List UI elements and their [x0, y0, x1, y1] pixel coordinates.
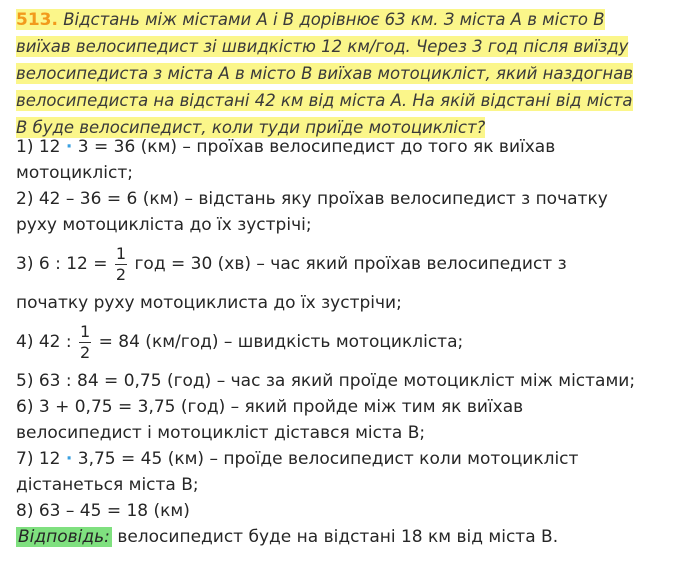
step-7-b: 3,75 = 45 (км) – проїде велосипедист коли мотоцикліст	[77, 449, 579, 469]
step-6-line-1	[16, 394, 691, 420]
step-6-b: велосипедист і мотоцикліст дістався міста В;	[16, 423, 426, 443]
problem-text-5: В буде велосипедист, коли туди приїде мотоцикліст?	[16, 118, 486, 137]
multiply-dot: ·	[65, 137, 73, 157]
fraction-denominator: 2	[80, 342, 91, 362]
step-8-line-1	[16, 498, 691, 524]
answer-line	[16, 524, 691, 550]
step-4-line-1	[16, 316, 691, 368]
step-1-b: 3 = 36 (км) – проїхав велосипедист до того як виїхав	[77, 137, 556, 157]
solution	[16, 134, 691, 550]
step-2-line-2	[16, 212, 691, 238]
step-4-a: 4) 42 :	[16, 332, 72, 352]
step-8-a: 8) 63 – 45 = 18 (км)	[16, 501, 190, 521]
step-7-a: 7) 12	[16, 449, 61, 469]
step-5-a: 5) 63 : 84 = 0,75 (год) – час за який проїде мотоцикліст між містами;	[16, 371, 636, 391]
problem-text-1: Відстань між містами А і В дорівнює 63 км. З міста А в місто В	[63, 10, 605, 29]
problem-text-2: виїхав велосипедист зі швидкістю 12 км/год. Через 3 год після виїзду	[16, 37, 629, 56]
step-1-line-2	[16, 160, 691, 186]
problem-highlight-1	[16, 9, 605, 30]
step-1-c: мотоцикліст;	[16, 163, 133, 183]
step-3-line-2	[16, 290, 691, 316]
step-1-a: 1) 12	[16, 137, 61, 157]
step-4-b: = 84 (км/год) – швидкість мотоцикліста;	[98, 332, 464, 352]
multiply-dot: ·	[65, 449, 73, 469]
fraction-numerator: 1	[80, 321, 91, 341]
fraction-numerator: 1	[115, 243, 127, 263]
fraction	[79, 322, 91, 363]
step-3-c: початку руху мотоциклиста до їх зустрічи;	[16, 293, 402, 313]
problem-statement	[16, 6, 688, 141]
step-2-line-1	[16, 186, 691, 212]
step-3-a: 3) 6 : 12 =	[16, 254, 108, 274]
problem-line-4	[16, 87, 688, 114]
fraction	[115, 244, 127, 285]
step-7-line-2	[16, 472, 691, 498]
step-7-c: дістанеться міста В;	[16, 475, 199, 495]
problem-line-2	[16, 33, 688, 60]
fraction-denominator: 2	[115, 264, 127, 284]
step-2-b: руху мотоцикліста до їх зустрічі;	[16, 215, 312, 235]
answer-text: велосипедист буде на відстані 18 км від міста В.	[117, 527, 559, 547]
step-3-b: год = 30 (хв) – час який проїхав велосипедист з	[134, 254, 567, 274]
step-6-a: 6) 3 + 0,75 = 3,75 (год) – який пройде між тим як виїхав	[16, 397, 524, 417]
answer-label: Відповідь:	[18, 527, 110, 547]
step-2-a: 2) 42 – 36 = 6 (км) – відстань яку проїхав велосипедист з початку	[16, 189, 608, 209]
step-7-line-1	[16, 446, 691, 472]
step-3-line-1	[16, 238, 691, 290]
step-1-line-1	[16, 134, 691, 160]
step-5-line-1	[16, 368, 691, 394]
problem-number: 513.	[16, 10, 58, 30]
problem-text-4: велосипедиста на відстані 42 км від міста А. На якій відстані від міста	[16, 91, 633, 110]
problem-text-3: велосипедиста з міста А в місто В виїхав мотоцикліст, який наздогнав	[16, 64, 634, 83]
problem-line-3	[16, 60, 688, 87]
problem-line-1	[16, 6, 688, 33]
step-6-line-2	[16, 420, 691, 446]
